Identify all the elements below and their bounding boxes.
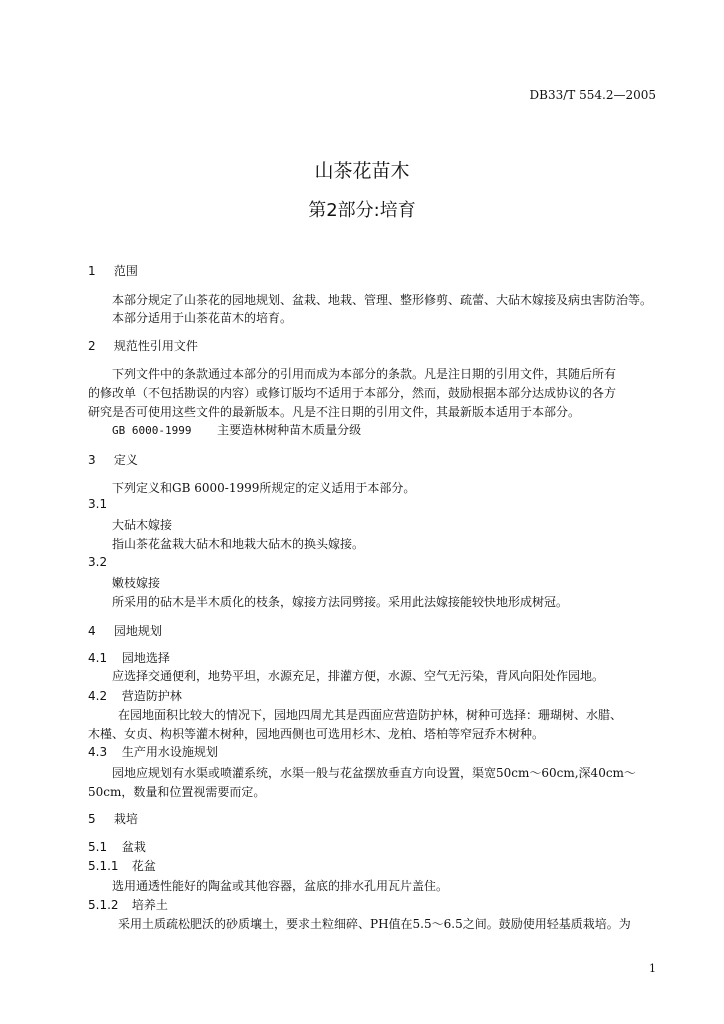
subsection-title: 生产用水设施规划 <box>121 745 218 759</box>
subsubsection-heading <box>88 896 168 913</box>
section-title: 栽培 <box>113 812 138 826</box>
section-number: 5 <box>88 812 96 826</box>
subsubsection-title: 花盆 <box>131 859 156 873</box>
standard-code: DB33/T 554.2—2005 <box>529 88 656 102</box>
paragraph-line: 木槿、女贞、构枳等灌木树种，园地西侧也可选用杉木、龙柏、塔柏等窄冠乔木树种。 <box>88 727 545 741</box>
paragraph-line: 下列文件中的条款通过本部分的引用而成为本部分的条款。凡是注日期的引用文件，其随后所有 <box>112 367 617 381</box>
paragraph: 应选择交通便利，地势平坦，水源充足，排灌方便，水源、空气无污染，背风向阳处作园地。 <box>112 669 605 683</box>
subsection-number: 4.3 <box>88 745 108 759</box>
paragraph: 本部分规定了山茶花的园地规划、盆栽、地栽、管理、整形修剪、疏蕾、大砧木嫁接及病虫害防治等。 <box>112 293 653 307</box>
normative-reference <box>112 421 361 438</box>
definition-number: 3.2 <box>88 555 108 569</box>
definition-text: 指山茶花盆栽大砧木和地栽大砧木的换头嫁接。 <box>112 537 365 551</box>
document-subtitle: 第2部分:培育 <box>308 200 416 221</box>
subsection-number: 4.2 <box>88 689 108 703</box>
section-number: 2 <box>88 339 96 353</box>
section-title: 规范性引用文件 <box>113 339 198 353</box>
section-2-heading <box>88 337 198 354</box>
subsection-title: 盆栽 <box>121 840 146 854</box>
paragraph-line: 在园地面积比较大的情况下，园地四周尤其是西面应营造防护林，树种可选择：珊瑚树、水腊、 <box>118 708 623 722</box>
subsection-number: 5.1 <box>88 840 108 854</box>
paragraph-line: 研究是否可使用这些文件的最新版本。凡是不注日期的引用文件，其最新版本适用于本部分。 <box>88 405 581 419</box>
page-number: 1 <box>649 962 656 975</box>
paragraph: 选用通透性能好的陶盆或其他容器，盆底的排水孔用瓦片盖住。 <box>112 879 449 893</box>
subsection-heading <box>88 687 182 704</box>
subsubsection-heading <box>88 857 156 874</box>
section-1-heading <box>88 262 138 279</box>
subsection-number: 4.1 <box>88 651 108 665</box>
definition-term: 嫩枝嫁接 <box>112 576 161 590</box>
document-title: 山茶花苗木 <box>314 160 410 182</box>
definition-term: 大砧木嫁接 <box>112 518 173 532</box>
section-3-heading <box>88 451 138 468</box>
paragraph-line: 的修改单（不包括勘误的内容）或修订版均不适用于本部分，然而，鼓励根据本部分达成协议的各方 <box>88 386 617 400</box>
definition-text: 所采用的砧木是半木质化的枝条，嫁接方法同劈接。采用此法嫁接能较快地形成树冠。 <box>112 595 569 609</box>
subsection-title: 营造防护林 <box>121 689 182 703</box>
subsection-heading <box>88 743 218 760</box>
section-title: 范围 <box>113 264 138 278</box>
subsection-title: 园地选择 <box>121 651 170 665</box>
reference-title: 主要造林树种苗木质量分级 <box>217 423 362 437</box>
section-number: 3 <box>88 453 96 467</box>
section-number: 4 <box>88 624 96 638</box>
subsection-heading <box>88 838 146 855</box>
subsubsection-title: 培养土 <box>131 898 168 912</box>
section-title: 园地规划 <box>113 624 162 638</box>
section-4-heading <box>88 622 162 639</box>
definition-number: 3.1 <box>88 497 108 511</box>
section-number: 1 <box>88 264 96 278</box>
paragraph-line: 采用土质疏松肥沃的砂质壤土，要求土粒细碎、PH值在5.5～6.5之间。鼓励使用轻基质栽培。为 <box>118 917 631 931</box>
paragraph-line: 园地应规划有水渠或喷灌系统，水渠一般与花盆摆放垂直方向设置，渠宽50cm～60cm,深40cm～ <box>112 766 636 780</box>
paragraph: 下列定义和GB 6000-1999所规定的定义适用于本部分。 <box>112 481 416 495</box>
section-5-heading <box>88 810 138 827</box>
subsubsection-number: 5.1.1 <box>88 859 119 873</box>
paragraph: 本部分适用于山茶花苗木的培育。 <box>112 311 293 325</box>
subsection-heading <box>88 649 170 666</box>
paragraph-line: 50cm，数量和位置视需要而定。 <box>88 785 266 799</box>
reference-code: GB 6000-1999 <box>112 424 192 437</box>
subsubsection-number: 5.1.2 <box>88 898 119 912</box>
section-title: 定义 <box>113 453 138 467</box>
